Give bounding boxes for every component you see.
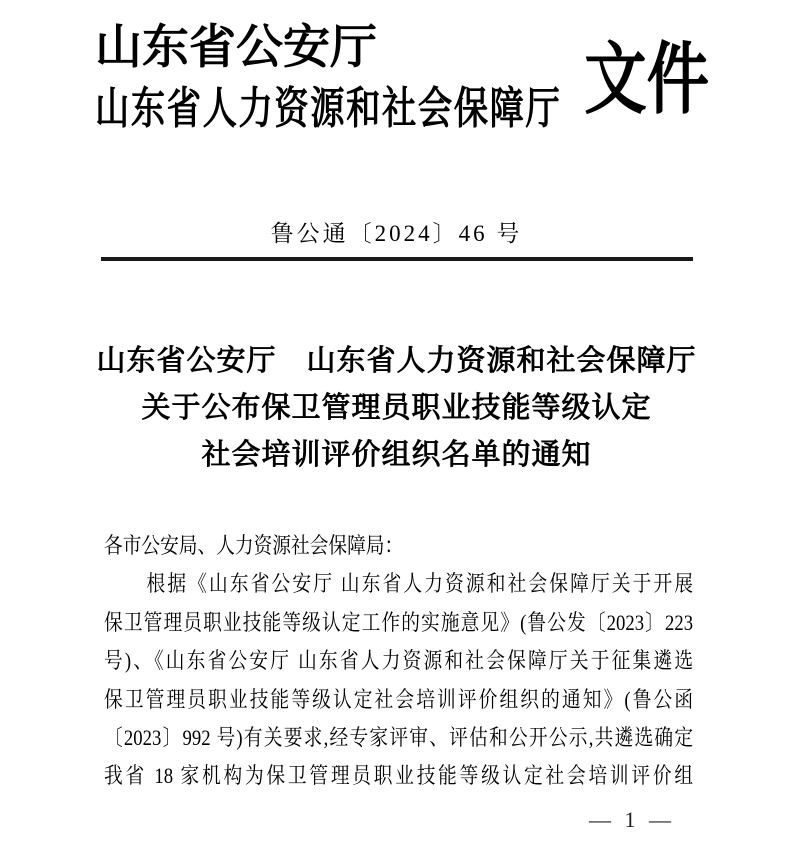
body-line-5: 〔2023〕992 号)有关要求,经专家评审、评估和公开公示,共遴选确定 <box>104 725 694 751</box>
doc-type-label: 文件 <box>584 36 709 123</box>
page-number: — 1 — <box>589 807 675 832</box>
body-line-4: 保卫管理员职业技能等级认定社会培训评价组织的通知》(鲁公函 <box>104 686 694 712</box>
title-line-1: 山东省公安厅 山东省人力资源和社会保障厅 <box>96 345 697 377</box>
header-separator-line <box>101 257 693 261</box>
doc-number: 鲁公通〔2024〕46 号 <box>270 221 523 246</box>
title-line-2: 关于公布保卫管理员职业技能等级认定 <box>141 392 652 424</box>
document-body <box>104 527 693 796</box>
body-line-1: 根据《山东省公安厅 山东省人力资源和社会保障厅关于开展 <box>146 571 694 597</box>
agency-name-primary: 山东省公安厅 <box>95 22 377 74</box>
body-line-2: 保卫管理员职业技能等级认定工作的实施意见》(鲁公发〔2023〕223 <box>104 609 694 635</box>
body-line-6: 我省 18 家机构为保卫管理员职业技能等级认定社会培训评价组 <box>104 763 694 789</box>
body-line-3: 号)、《山东省公安厅 山东省人力资源和社会保障厅关于征集遴选 <box>104 648 694 674</box>
document-header <box>95 18 560 137</box>
agency-name-secondary: 山东省人力资源和社会保障厅 <box>95 84 560 133</box>
salutation: 各市公安局、人力资源社会保障局： <box>104 533 404 558</box>
title-line-3: 社会培训评价组织名单的通知 <box>201 439 592 471</box>
document-title <box>0 338 793 479</box>
